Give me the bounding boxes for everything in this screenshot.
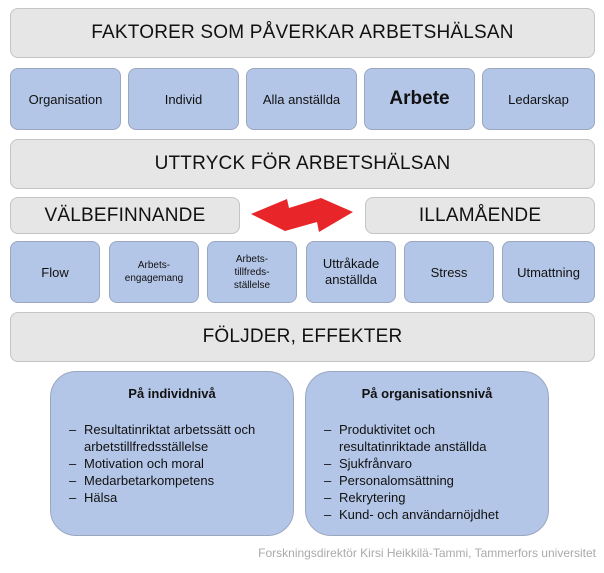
factor-arbete: Arbete (364, 68, 475, 130)
indicator-stress: Stress (404, 241, 494, 303)
indicator-flow: Flow (10, 241, 100, 303)
list-item: – Kund- och användarnöjdhet (324, 506, 530, 523)
individual-level-title: På individnivå (128, 386, 216, 401)
credit-text: Forskningsdirektör Kirsi Heikkilä-Tammi, Tammerfors universitet (258, 546, 596, 560)
organisation-level-list (324, 421, 530, 523)
factors-header (10, 8, 595, 58)
indicator-utmattning: Utmattning (502, 241, 595, 303)
consequences-header: FÖLJDER, EFFEKTER (10, 312, 595, 362)
factor-alla-anstallda: Alla anställda (246, 68, 357, 130)
factor-individ: Individ (128, 68, 239, 130)
individual-level-list (69, 421, 275, 506)
list-item: – Rekrytering (324, 489, 530, 506)
lightning-bolt-icon (249, 196, 355, 234)
factor-ledarskap: Ledarskap (482, 68, 595, 130)
indicator-arbetstillfredsstallelse: Arbets- tillfreds- ställelse (207, 241, 297, 303)
list-item: – Hälsa (69, 489, 275, 506)
factors-header-label: FAKTORER SOM PÅVERKAR ARBETSHÄLSAN (91, 22, 514, 43)
organisation-level-panel (305, 371, 549, 536)
indicator-uttrakade-anstallda: Uttråkade anställda (306, 241, 396, 303)
indicator-arbetsengagemang: Arbets- engagemang (109, 241, 199, 303)
illness-bar: ILLAMÅENDE (365, 197, 595, 234)
list-item: – Personalomsättning (324, 472, 530, 489)
list-item: – Resultatinriktat arbetssätt och arbetstillfredsställelse (69, 421, 275, 455)
factor-organisation: Organisation (10, 68, 121, 130)
organisation-level-title: På organisationsnivå (361, 386, 493, 401)
list-item: – Medarbetarkompetens (69, 472, 275, 489)
individual-level-panel (50, 371, 294, 536)
list-item: – Sjukfrånvaro (324, 455, 530, 472)
list-item: – Produktivitet och resultatinriktade anställda (324, 421, 530, 455)
list-item: – Motivation och moral (69, 455, 275, 472)
wellbeing-bar: VÄLBEFINNANDE (10, 197, 240, 234)
expression-header: UTTRYCK FÖR ARBETSHÄLSAN (10, 139, 595, 189)
